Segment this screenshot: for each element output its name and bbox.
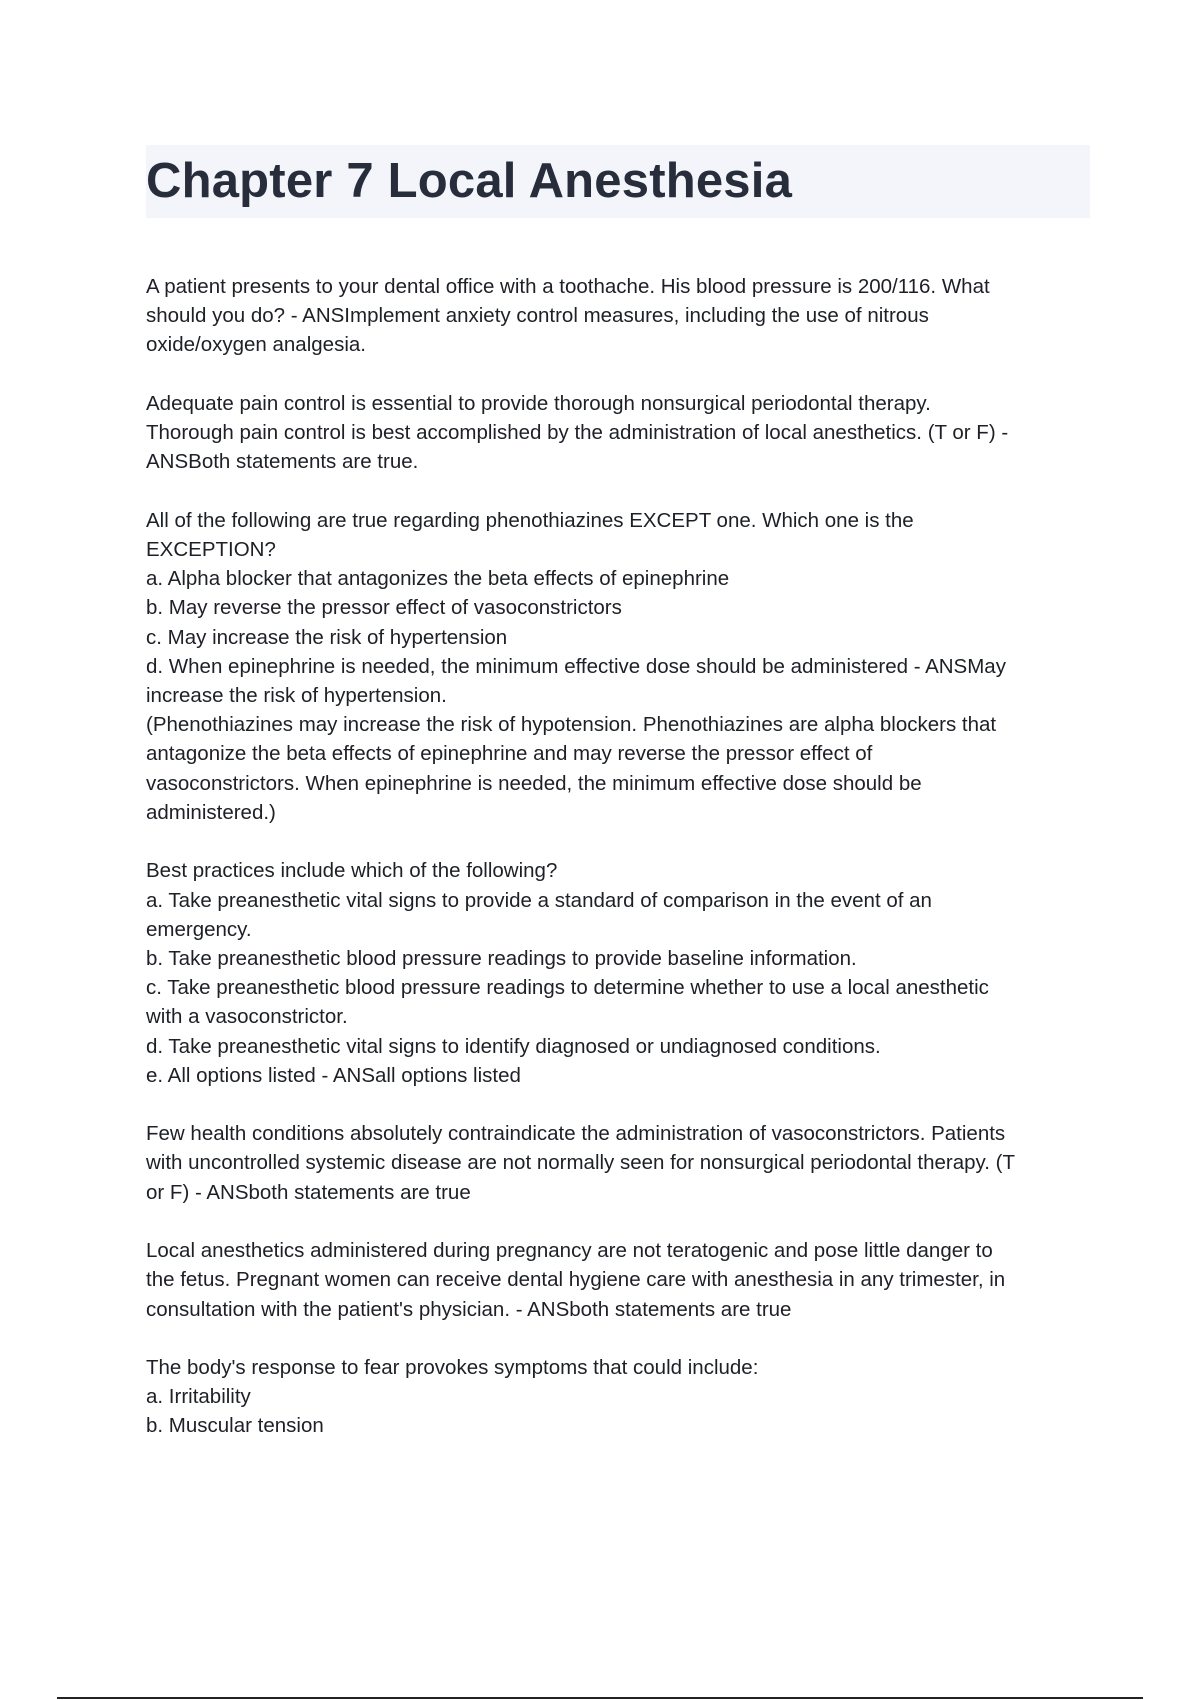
answer-option: c. Take preanesthetic blood pressure readings to determine whether to use a local anesthetic [146,976,989,1000]
explanation-line: vasoconstrictors. When epinephrine is needed, the minimum effective dose should be [146,771,922,795]
title-banner [146,145,1090,218]
answer-option: b. May reverse the pressor effect of vasoconstrictors [146,596,622,620]
qa-item-2 [146,389,1090,477]
answer-option: c. May increase the risk of hypertension [146,625,508,649]
text-line: All of the following are true regarding phenothiazines EXCEPT one. Which one is the [146,508,914,532]
answer-option: b. Muscular tension [146,1414,324,1438]
text-line: with uncontrolled systemic disease are not normally seen for nonsurgical periodontal therapy. (T [146,1151,1016,1175]
page-bottom-rule [57,1697,1143,1699]
qa-item-6 [146,1236,1090,1324]
text-line: Best practices include which of the following? [146,859,558,883]
answer-option: e. All options listed - ANSall options listed [146,1063,521,1087]
text-line: The body's response to fear provokes symptoms that could include: [146,1356,759,1380]
answer-option: d. Take preanesthetic vital signs to identify diagnosed or undiagnosed conditions. [146,1034,881,1058]
text-line: increase the risk of hypertension. [146,684,447,708]
text-line: or F) - ANSboth statements are true [146,1180,471,1204]
answer-option: a. Take preanesthetic vital signs to provide a standard of comparison in the event of an [146,888,932,912]
text-line: Thorough pain control is best accomplished by the administration of local anesthetics. (T or F) - [146,421,1009,445]
text-line: with a vasoconstrictor. [146,1005,348,1029]
text-line: EXCEPTION? [146,538,276,562]
text-line: emergency. [146,917,252,941]
text-line: Adequate pain control is essential to provide thorough nonsurgical periodontal therapy. [146,391,931,415]
explanation-line: antagonize the beta effects of epinephrine and may reverse the pressor effect of [146,742,873,766]
text-line: oxide/oxygen analgesia. [146,333,366,357]
document-body [146,272,1090,1470]
qa-item-3 [146,506,1090,827]
answer-option: b. Take preanesthetic blood pressure readings to provide baseline information. [146,946,857,970]
text-line: ANSBoth statements are true. [146,450,419,474]
text-line: Few health conditions absolutely contraindicate the administration of vasoconstrictors. Patients [146,1122,1006,1146]
qa-item-1 [146,272,1090,360]
page-title: Chapter 7 Local Anesthesia [146,154,793,208]
text-line: consultation with the patient's physician. - ANSboth statements are true [146,1297,792,1321]
explanation-line: (Phenothiazines may increase the risk of hypotension. Phenothiazines are alpha blockers that [146,713,997,737]
answer-option: a. Irritability [146,1385,251,1409]
answer-option: a. Alpha blocker that antagonizes the beta effects of epinephrine [146,567,730,591]
text-line: should you do? - ANSImplement anxiety control measures, including the use of nitrous [146,304,929,328]
explanation-line: administered.) [146,800,276,824]
qa-item-4 [146,856,1090,1090]
answer-option: d. When epinephrine is needed, the minimum effective dose should be administered - ANSMay [146,654,1006,678]
qa-item-7 [146,1353,1090,1441]
qa-item-5 [146,1119,1090,1207]
text-line: Local anesthetics administered during pregnancy are not teratogenic and pose little danger to [146,1239,993,1263]
text-line: the fetus. Pregnant women can receive dental hygiene care with anesthesia in any trimester, in [146,1268,1006,1292]
text-line: A patient presents to your dental office with a toothache. His blood pressure is 200/116. What [146,275,990,298]
